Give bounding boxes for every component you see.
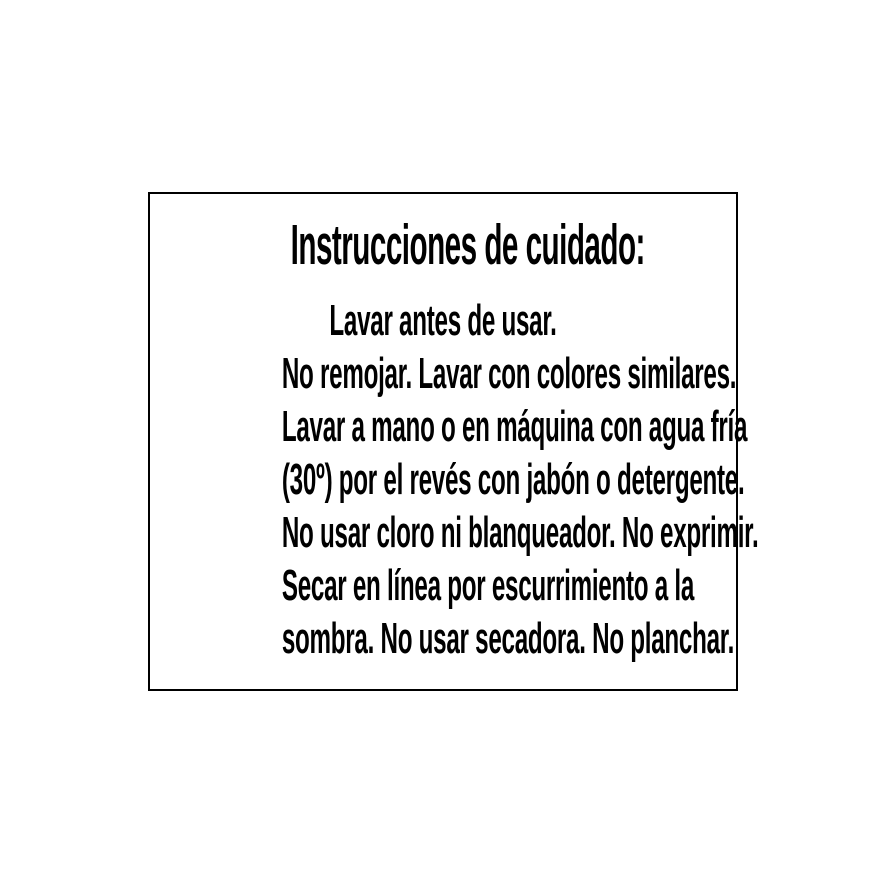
care-instructions-title: Instrucciones de cuidado: (290, 213, 645, 277)
care-instruction-line-7: sombra. No usar secadora. No planchar. (281, 614, 735, 663)
care-instruction-line-4: (30º) por el revés con jabón o detergente. (281, 455, 745, 504)
care-instruction-line-6: Secar en línea por escurrimiento a la (281, 561, 695, 610)
care-instructions-body (150, 294, 759, 665)
care-instruction-line-3: Lavar a mano o en máquina con agua fría (281, 402, 748, 451)
care-instruction-line-5: No usar cloro ni blanqueador. No exprimir. (281, 508, 759, 557)
care-instruction-line-1: Lavar antes de usar. (329, 296, 557, 345)
care-instructions-card (148, 192, 759, 691)
care-instruction-line-2: No remojar. Lavar con colores similares. (281, 349, 737, 398)
